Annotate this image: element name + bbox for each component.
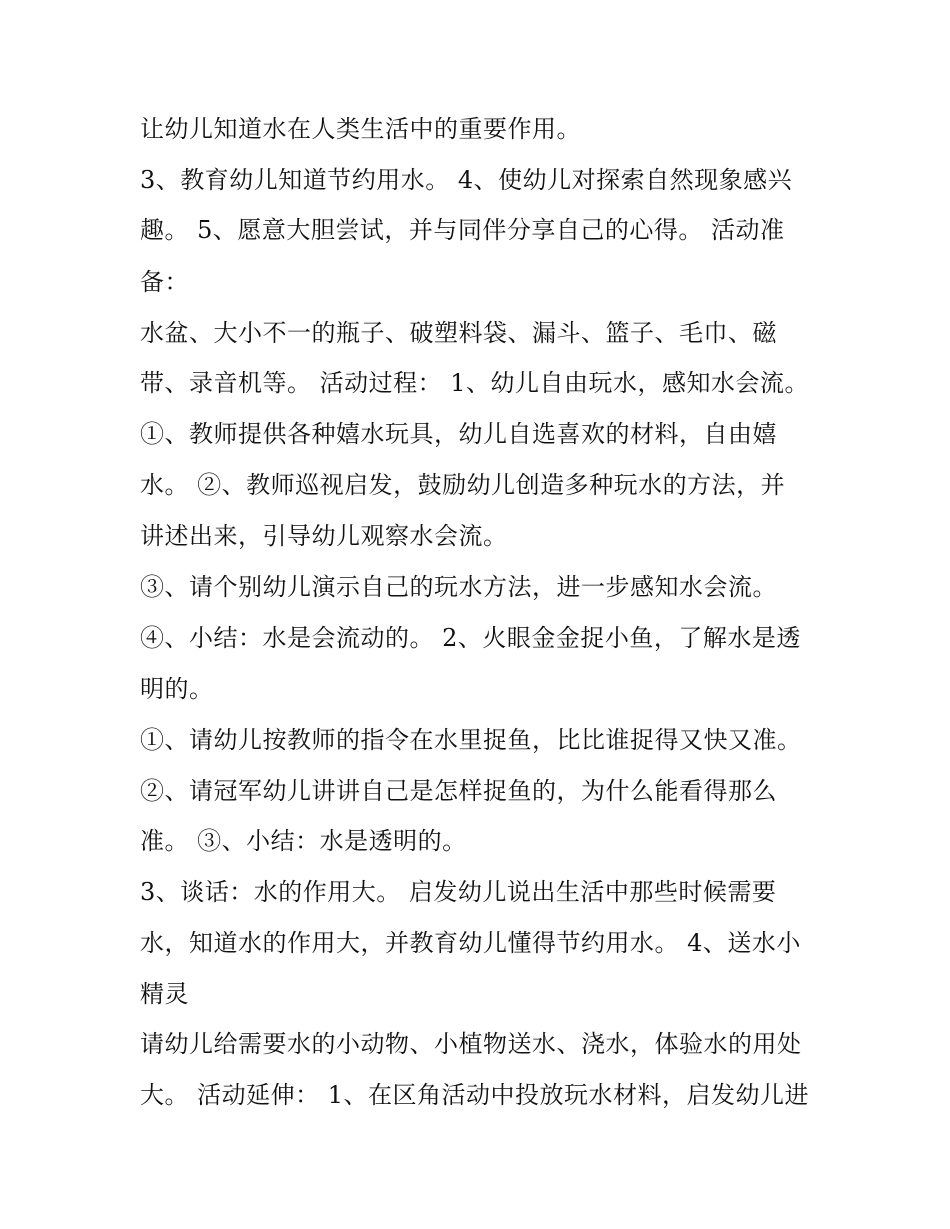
text-line: ②、请冠军幼儿讲讲自己是怎样捉鱼的，为什么能看得那么	[140, 777, 777, 805]
text-line: 大。 活动延伸： 1、在区角活动中投放玩水材料，启发幼儿进	[140, 1081, 810, 1109]
text-line: 讲述出来，引导幼儿观察水会流。	[140, 522, 508, 550]
text-line: 水。 ②、教师巡视启发，鼓励幼儿创造多种玩水的方法，并	[140, 471, 786, 499]
text-line: ③、请个别幼儿演示自己的玩水方法，进一步感知水会流。	[140, 573, 777, 601]
text-line: ①、请幼儿按教师的指令在水里捉鱼，比比谁捉得又快又准。	[140, 726, 802, 754]
text-line: 准。 ③、小结：水是透明的。	[140, 827, 467, 855]
text-line: 带、录音机等。 活动过程： 1、幼儿自由玩水，感知水会流。	[140, 369, 810, 397]
text-line: 趣。 5、愿意大胆尝试，并与同伴分享自己的心得。 活动准	[140, 216, 785, 244]
text-line: ①、教师提供各种嬉水玩具，幼儿自选喜欢的材料，自由嬉	[140, 420, 777, 448]
text-line: 3、教育幼儿知道节约用水。 4、使幼儿对探索自然现象感兴	[140, 166, 793, 194]
text-line: 明的。	[140, 675, 214, 703]
text-line: 请幼儿给需要水的小动物、小植物送水、浇水，体验水的用处	[140, 1030, 802, 1058]
text-line: ④、小结：水是会流动的。 2、火眼金金捉小鱼，了解水是透	[140, 624, 801, 652]
text-line: 水盆、大小不一的瓶子、破塑料袋、漏斗、篮子、毛巾、磁	[140, 319, 777, 347]
text-line: 让幼儿知道水在人类生活中的重要作用。	[140, 115, 581, 143]
text-line: 备：	[140, 268, 189, 296]
text-line: 水，知道水的作用大，并教育幼儿懂得节约用水。 4、送水小	[140, 929, 801, 957]
text-line: 3、谈话：水的作用大。 启发幼儿说出生活中那些时候需要	[140, 878, 777, 906]
text-line: 精灵	[140, 980, 189, 1008]
